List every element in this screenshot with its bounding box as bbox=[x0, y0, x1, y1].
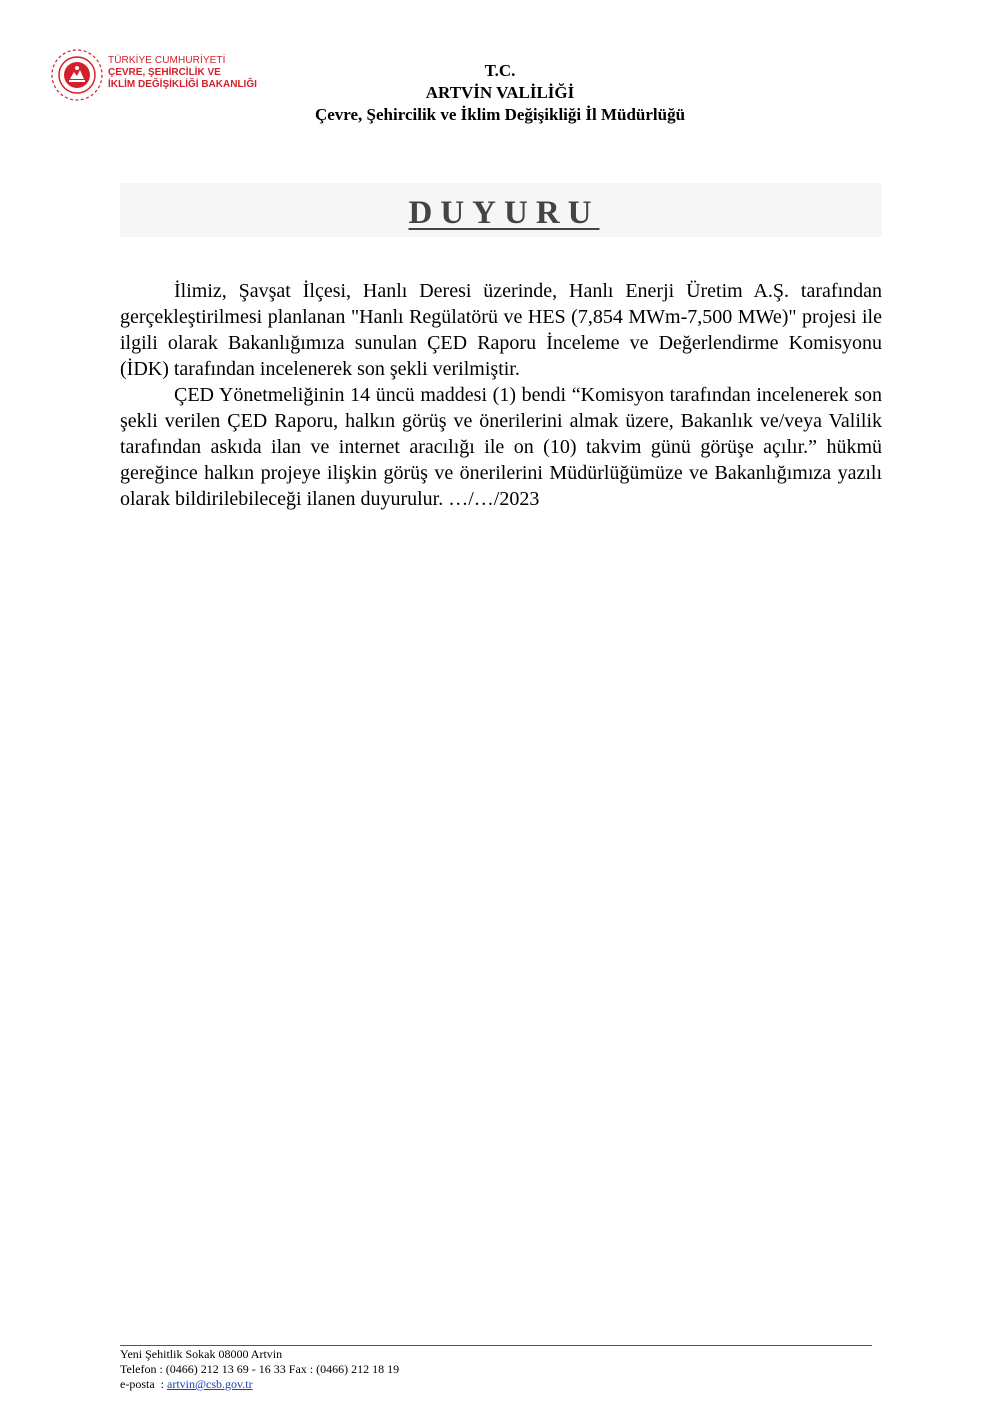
announcement-title bbox=[0, 193, 1000, 233]
footer-contact bbox=[120, 1347, 399, 1392]
footer-email-label: e-posta : bbox=[120, 1377, 167, 1391]
paragraph-2: ÇED Yönetmeliğinin 14 üncü maddesi (1) bendi “Komisyon tarafından incelenerek son şekli verilen ÇED Raporu, halkın görüş ve önerilerini almak üzere, Bakanlık ve/veya Valilik tarafından askıda ilan ve internet aracılığı ile on (10) takvim günü görüşe açılır.” hükmü gereğince halkın projeye ilişkin görüş ve önerilerini Müdürlüğümüze ve Bakanlığımıza yazılı olarak bildirilebileceği ilanen duyurulur. …/…/2023 bbox=[120, 384, 882, 510]
announcement-body bbox=[120, 278, 882, 512]
footer-phone: Telefon : (0466) 212 13 69 - 16 33 Fax : (0466) 212 18 19 bbox=[120, 1362, 400, 1376]
footer-email-link[interactable]: artvin@csb.gov.tr bbox=[167, 1377, 253, 1391]
document-header bbox=[0, 60, 1000, 126]
header-governorship: ARTVİN VALİLİĞİ bbox=[425, 83, 575, 102]
header-tc: T.C. bbox=[484, 61, 516, 80]
logo-line-country: TÜRKİYE CUMHURİYETİ bbox=[108, 55, 226, 66]
footer-email-row bbox=[120, 1377, 399, 1392]
header-directorate: Çevre, Şehircilik ve İklim Değişikliği İl Müdürlüğü bbox=[314, 105, 686, 124]
paragraph-1: İlimiz, Şavşat İlçesi, Hanlı Deresi üzerinde, Hanlı Enerji Üretim A.Ş. tarafından gerçekleştirilmesi planlanan "Hanlı Regülatörü ve HES (7,854 MWm-7,500 MWe)" projesi ile ilgili olarak Bakanlığımıza sunulan ÇED Raporu İnceleme ve Değerlendirme Komisyonu (İDK) tarafından incelenerek son şekli verilmiştir. bbox=[120, 280, 882, 380]
logo-line-ministry-1: ÇEVRE, ŞEHİRCİLİK VE bbox=[108, 67, 221, 78]
footer-address: Yeni Şehitlik Sokak 08000 Artvin bbox=[120, 1347, 283, 1361]
logo-line-ministry-2: İKLİM DEĞİŞİKLİĞİ BAKANLIĞI bbox=[108, 79, 257, 90]
announcement-title-text: DUYURU bbox=[408, 195, 600, 231]
footer-divider bbox=[120, 1345, 872, 1346]
